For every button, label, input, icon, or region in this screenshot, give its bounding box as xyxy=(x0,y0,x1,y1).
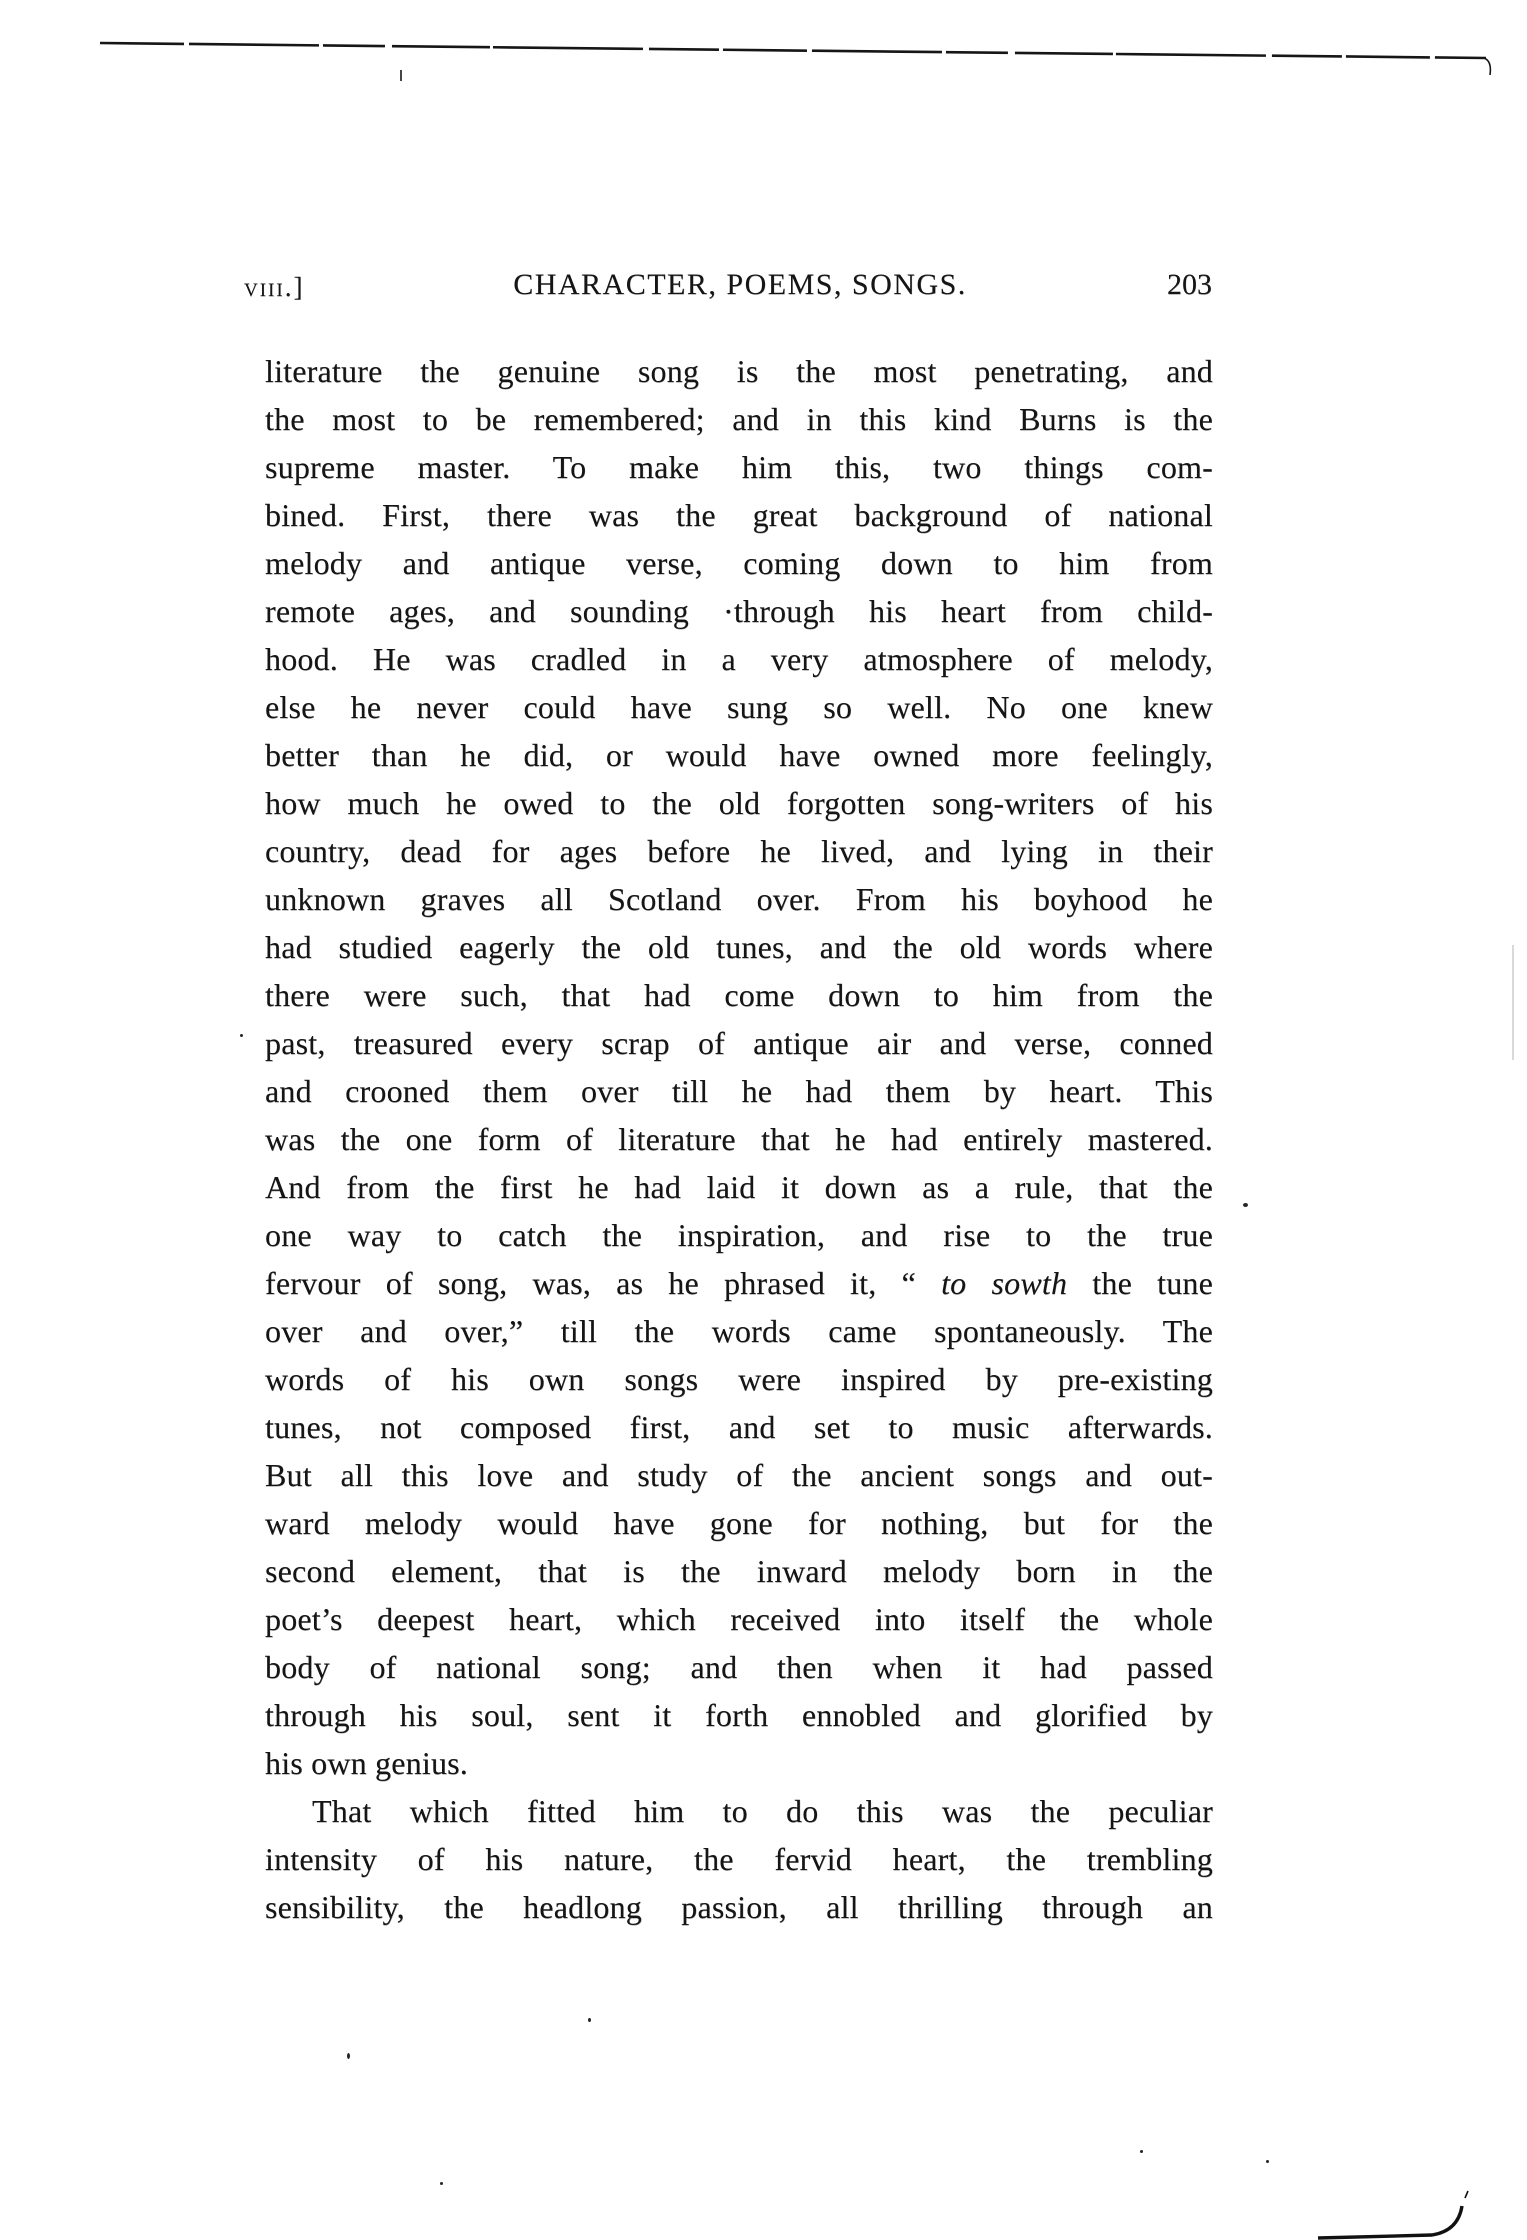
page-body xyxy=(265,347,1213,1931)
text-line: his own genius. xyxy=(265,1745,468,1781)
text-line: literature the genuine song is the most penetrating, and xyxy=(265,353,1213,389)
scan-speck xyxy=(588,2018,591,2022)
scan-streak xyxy=(1512,945,1514,1060)
text-line: fervour of song, was, as he phrased it, “ to sowth the tune xyxy=(265,1265,1213,1301)
scan-speck xyxy=(1140,2150,1143,2153)
text-line: and crooned them over till he had them by heart. This xyxy=(265,1073,1213,1109)
corner-dot xyxy=(1465,2191,1468,2198)
text-line: That which fitted him to do this was the peculiar xyxy=(312,1793,1213,1829)
text-line: one way to catch the inspiration, and rise to the true xyxy=(265,1217,1213,1253)
page-header xyxy=(0,264,1527,306)
running-title: CHARACTER, POEMS, SONGS. xyxy=(513,268,967,301)
text-line: through his soul, sent it forth ennobled and glorified by xyxy=(265,1697,1213,1733)
text-line: the most to be remembered; and in this kind Burns is the xyxy=(265,401,1213,437)
page-number: 203 xyxy=(1167,268,1212,301)
text-line: bined. First, there was the great background of national xyxy=(265,497,1213,533)
chapter-marker: viii.] xyxy=(244,272,305,302)
text-line: past, treasured every scrap of antique air and verse, conned xyxy=(265,1025,1213,1061)
text-line: supreme master. To make him this, two things com- xyxy=(265,449,1213,485)
text-line: remote ages, and sounding ·through his heart from child- xyxy=(265,593,1213,629)
text-line: else he never could have sung so well. No one knew xyxy=(265,689,1213,725)
text-line: poet’s deepest heart, which received into itself the whole xyxy=(265,1601,1213,1637)
text-line: unknown graves all Scotland over. From his boyhood he xyxy=(265,881,1213,917)
text-line: over and over,” till the words came spontaneously. The xyxy=(265,1313,1213,1349)
text-line: But all this love and study of the ancient songs and out- xyxy=(265,1457,1213,1493)
text-line: And from the first he had laid it down as a rule, that the xyxy=(265,1169,1213,1205)
top-edge-line xyxy=(100,43,1486,58)
text-line: how much he owed to the old forgotten song-writers of his xyxy=(265,785,1213,821)
text-line: country, dead for ages before he lived, and lying in their xyxy=(265,833,1213,869)
text-line: words of his own songs were inspired by pre-existing xyxy=(265,1361,1213,1397)
corner-curl xyxy=(1318,2206,1462,2238)
scan-speck xyxy=(1243,1203,1248,1207)
text-line: tunes, not composed first, and set to music afterwards. xyxy=(265,1409,1213,1445)
text-line: second element, that is the inward melody born in the xyxy=(265,1553,1213,1589)
text-line: intensity of his nature, the fervid heart, the trembling xyxy=(265,1841,1213,1877)
text-line: had studied eagerly the old tunes, and the old words where xyxy=(265,929,1213,965)
text-line: sensibility, the headlong passion, all thrilling through an xyxy=(265,1889,1213,1925)
scan-speck xyxy=(440,2182,443,2185)
scan-speck xyxy=(347,2053,350,2059)
top-edge-hook xyxy=(1484,58,1490,75)
text-line: was the one form of literature that he had entirely mastered. xyxy=(265,1121,1213,1157)
text-line: ward melody would have gone for nothing, but for the xyxy=(265,1505,1213,1541)
scan-speck xyxy=(1266,2160,1269,2163)
scan-speck xyxy=(240,1034,243,1037)
text-line: there were such, that had come down to him from the xyxy=(265,977,1213,1013)
text-line: hood. He was cradled in a very atmosphere of melody, xyxy=(265,641,1213,677)
text-line: body of national song; and then when it had passed xyxy=(265,1649,1213,1685)
text-line: better than he did, or would have owned more feelingly, xyxy=(265,737,1213,773)
text-line: melody and antique verse, coming down to him from xyxy=(265,545,1213,581)
